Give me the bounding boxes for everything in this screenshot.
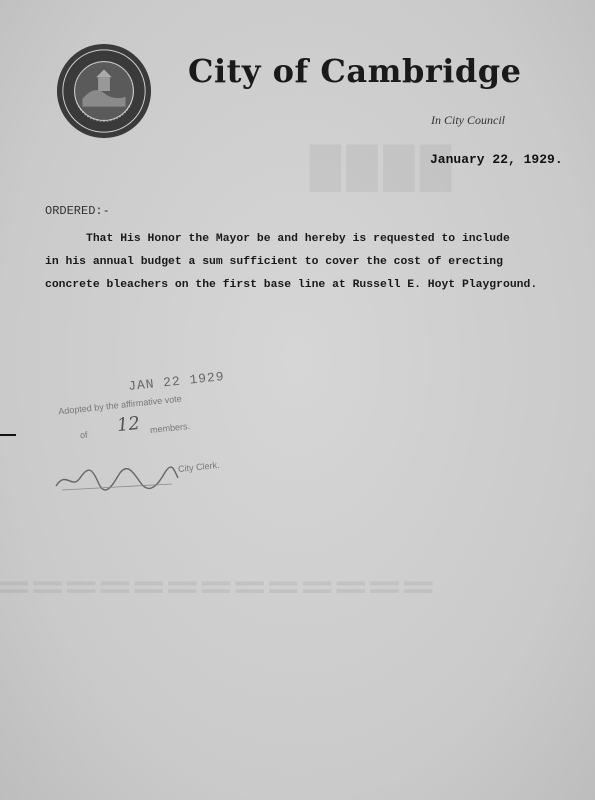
- stamp-members-text: members.: [149, 420, 191, 436]
- body-line: concrete bleachers on the first base line at Russell E. Hoyt Playground.: [45, 279, 538, 291]
- order-body: [45, 228, 555, 297]
- document-date: January 22, 1929.: [430, 152, 563, 167]
- clerk-signature: [52, 460, 182, 494]
- body-line: in his annual budget a sum sufficient to cover the cost of erecting: [45, 256, 503, 268]
- stamp-clerk-text: City Clerk.: [177, 459, 220, 475]
- bleed-through-watermark: ═════════════: [0, 560, 439, 614]
- stamp-date: JAN 22 1929: [127, 368, 226, 395]
- stamp-members-count: 12: [115, 412, 141, 437]
- margin-mark: [0, 434, 16, 436]
- city-seal: [55, 42, 153, 140]
- letterhead-subtitle: In City Council: [431, 113, 505, 127]
- bleed-through-text: ████: [310, 145, 458, 192]
- letterhead-title: City of Cambridge: [188, 52, 522, 90]
- stamp-of-text: of: [79, 429, 89, 441]
- ordered-label: ORDERED:-: [45, 204, 110, 218]
- stamp-adopted-text: Adopted by the affirmative vote: [57, 393, 183, 417]
- body-line: That His Honor the Mayor be and hereby is requested to include: [45, 233, 510, 245]
